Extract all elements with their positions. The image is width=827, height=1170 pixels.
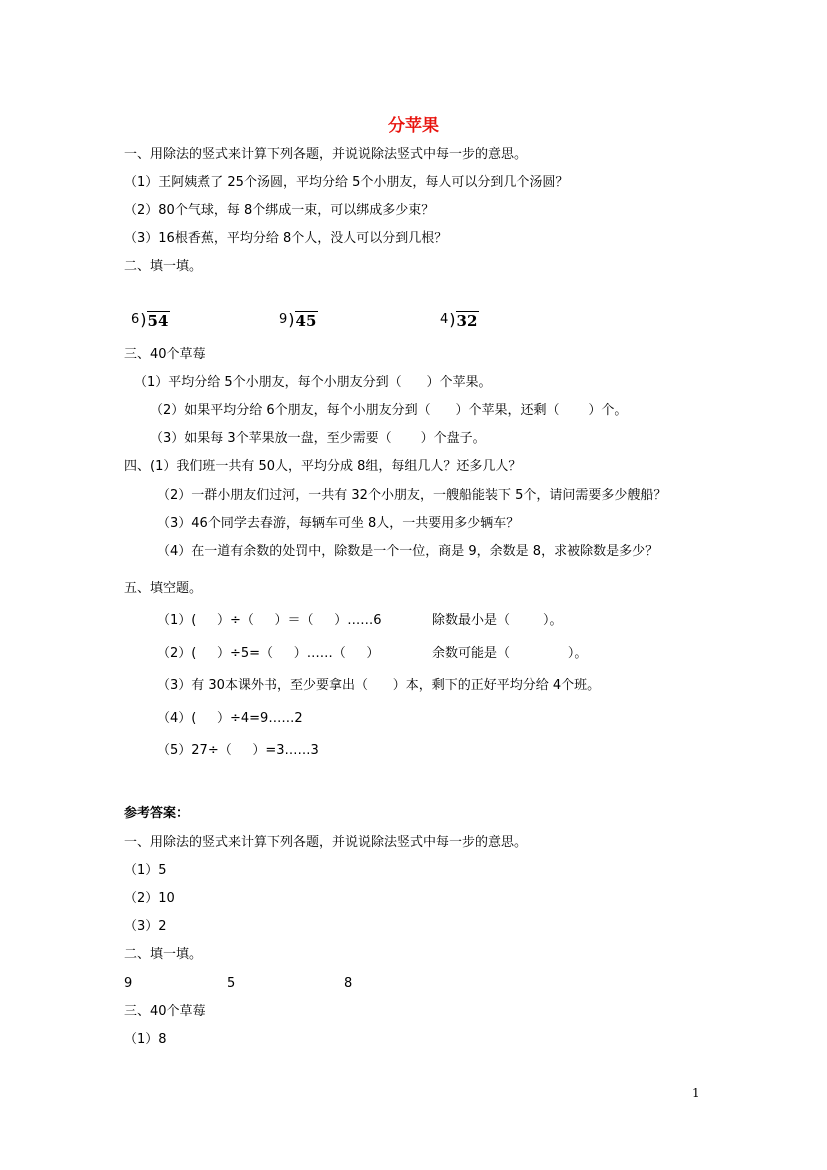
- answers-section-2-heading: 二、填一填。: [124, 947, 203, 962]
- section-1-question-2: （2）80个气球，每 8个绑成一束，可以绑成多少束？: [124, 203, 435, 218]
- division-bracket: ): [288, 310, 295, 329]
- section-5-question-5: （5）27÷（ ）=3……3: [157, 743, 319, 758]
- dividend: 54: [147, 312, 169, 330]
- section-5-question-1-followup: 除数最小是（ ）。: [432, 613, 563, 628]
- divisor: 9: [279, 312, 288, 327]
- dividend: 32: [456, 312, 478, 330]
- answer-value: 9: [124, 976, 133, 991]
- divisor: 6: [131, 312, 140, 327]
- division-bracket: ): [449, 310, 456, 329]
- answers-section-3-answer-1: （1）8: [124, 1032, 167, 1047]
- answers-section-3-heading: 三、40个草莓: [124, 1004, 206, 1019]
- answers-section-1-heading: 一、用除法的竖式来计算下列各题，并说说除法竖式中每一步的意思。: [124, 835, 528, 850]
- section-5-heading: 五、填空题。: [124, 581, 203, 596]
- section-3-heading: 三、40个草莓: [124, 347, 206, 362]
- section-3-question-3: （3）如果每 3个苹果放一盘，至少需要（ ）个盘子。: [150, 431, 486, 446]
- section-3-question-1: （1）平均分给 5个小朋友，每个小朋友分到（ ）个苹果。: [134, 375, 492, 390]
- section-1-heading: 一、用除法的竖式来计算下列各题，并说说除法竖式中每一步的意思。: [124, 147, 528, 162]
- long-division-1: [131, 311, 170, 330]
- section-4-question-2: （2）一群小朋友们过河，一共有 32个小朋友，一艘船能装下 5个，请问需要多少艘船？: [157, 488, 667, 503]
- section-5-question-2-followup: 余数可能是（ ）。: [432, 646, 588, 661]
- divisor: 4: [440, 312, 449, 327]
- division-bracket: ): [140, 310, 147, 329]
- section-4-question-3: （3）46个同学去春游，每辆车可坐 8人，一共要用多少辆车？: [157, 516, 520, 531]
- answer-1: （1）5: [124, 863, 167, 878]
- section-4-question-4: （4）在一道有余数的处罚中，除数是一个一位，商是 9，余数是 8，求被除数是多少？: [157, 544, 659, 559]
- section-5-question-1: （1）( ）÷（ ）＝（ ）……6: [157, 613, 382, 628]
- section-5-question-2: （2）( ）÷5=（ ）……（ ）: [157, 646, 380, 661]
- page-title: 分苹果: [388, 116, 439, 136]
- long-division-3: [440, 311, 479, 330]
- answer-2: （2）10: [124, 891, 175, 906]
- long-division-2: [279, 311, 318, 330]
- section-5-question-4: （4）( ）÷4=9……2: [157, 711, 303, 726]
- page-number: 1: [692, 1086, 700, 1100]
- answers-heading: 参考答案：: [124, 806, 190, 821]
- section-5-question-3: （3）有 30本课外书，至少要拿出（ ）本，剩下的正好平均分给 4个班。: [157, 678, 601, 693]
- section-1-question-3: （3）16根香蕉，平均分给 8个人，没人可以分到几根？: [124, 231, 448, 246]
- section-1-question-1: （1）王阿姨煮了 25个汤圆，平均分给 5个小朋友，每人可以分到几个汤圆？: [124, 175, 569, 190]
- dividend: 45: [295, 312, 317, 330]
- answer-3: （3）2: [124, 919, 167, 934]
- answer-value: 8: [344, 976, 353, 991]
- section-2-heading: 二、填一填。: [124, 259, 203, 274]
- section-3-question-2: （2）如果平均分给 6个朋友，每个小朋友分到（ ）个苹果，还剩（ ）个。: [150, 403, 628, 418]
- section-4-question-1: 四、(1）我们班一共有 50人，平均分成 8组，每组几人？还多几人？: [124, 459, 522, 474]
- answer-value: 5: [227, 976, 236, 991]
